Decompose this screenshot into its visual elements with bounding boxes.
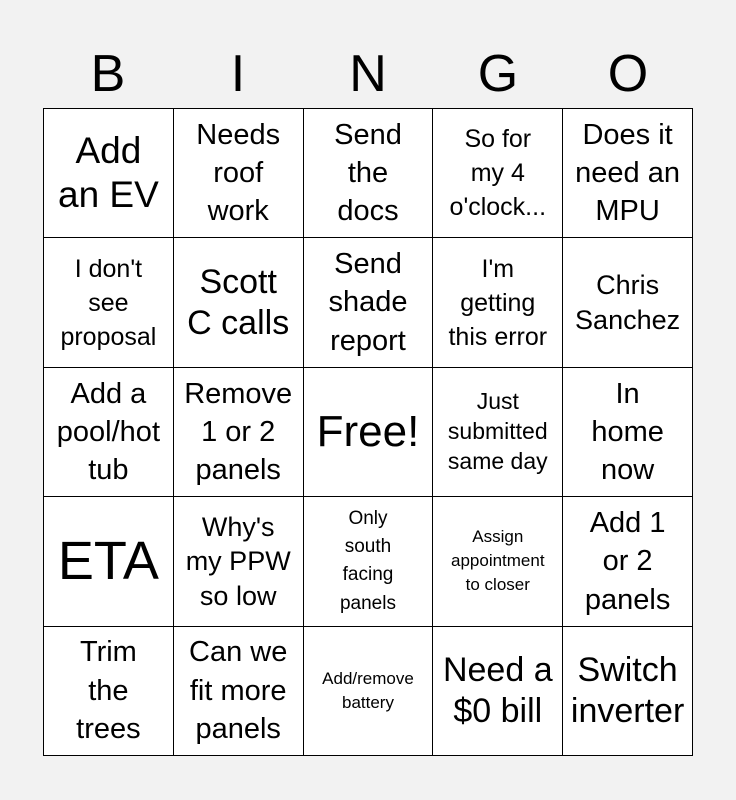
bingo-cell[interactable] (433, 368, 563, 497)
bingo-cell[interactable] (44, 497, 174, 626)
bingo-card-grid (43, 108, 693, 756)
bingo-cell-text: Add/remove battery (322, 668, 414, 712)
bingo-cell-text: Assign appointment to closer (451, 527, 545, 595)
bingo-cell[interactable] (304, 497, 434, 626)
header-letter-o: O (607, 45, 649, 103)
bingo-cell[interactable] (563, 368, 693, 497)
bingo-cell[interactable] (44, 109, 174, 238)
bingo-cell-text: Chris Sanchez (575, 270, 681, 335)
bingo-cell[interactable] (433, 109, 563, 238)
bingo-cell-text: Trim the trees (76, 636, 141, 745)
bingo-cell[interactable] (174, 497, 304, 626)
header-letter-i: I (230, 45, 246, 103)
bingo-cell-text: Needs roof work (196, 118, 281, 228)
bingo-cell[interactable] (304, 368, 434, 497)
bingo-cell[interactable] (174, 368, 304, 497)
bingo-cell[interactable] (563, 497, 693, 626)
header-letter-n: N (349, 45, 387, 103)
bingo-cell[interactable] (174, 109, 304, 238)
bingo-cell-text: Remove 1 or 2 panels (184, 377, 293, 487)
bingo-cell[interactable] (304, 109, 434, 238)
bingo-cell[interactable] (563, 627, 693, 756)
bingo-cell[interactable] (433, 497, 563, 626)
bingo-cell-text: Send the docs (334, 118, 402, 228)
header-letter-g: G (477, 45, 519, 103)
bingo-cell-text: Does it need an MPU (575, 118, 680, 228)
bingo-cell[interactable] (563, 238, 693, 367)
bingo-cell-text: Just submitted same day (447, 388, 548, 474)
bingo-cell-text: Can we fit more panels (189, 636, 288, 745)
bingo-cell-text: In home now (591, 377, 664, 487)
bingo-cell-text: ETA (57, 530, 159, 591)
bingo-cell[interactable] (44, 238, 174, 367)
bingo-cell-text: Only south facing panels (339, 508, 396, 614)
bingo-cell-text: I don't see proposal (60, 254, 157, 351)
bingo-cell[interactable] (174, 627, 304, 756)
bingo-cell-text: Add a pool/hot tub (56, 377, 160, 487)
bingo-cell[interactable] (563, 109, 693, 238)
bingo-cell-text: Add an EV (58, 129, 159, 216)
header-letter-b: B (90, 45, 126, 103)
bingo-cell-text: So for my 4 o'clock... (449, 125, 547, 222)
bingo-cell-text: I'm getting this error (448, 254, 548, 351)
bingo-cell[interactable] (433, 238, 563, 367)
bingo-cell-text: Free! (316, 406, 420, 456)
bingo-header (43, 40, 693, 108)
bingo-cell[interactable] (304, 238, 434, 367)
bingo-cell-text: Why's my PPW so low (185, 511, 291, 611)
bingo-cell[interactable] (44, 627, 174, 756)
bingo-cell-text: Scott C calls (187, 262, 290, 342)
bingo-cell[interactable] (433, 627, 563, 756)
bingo-cell[interactable] (44, 368, 174, 497)
bingo-cell[interactable] (304, 627, 434, 756)
bingo-cell[interactable] (174, 238, 304, 367)
bingo-cell-text: Switch inverter (570, 650, 685, 730)
bingo-cell-text: Send shade report (328, 248, 408, 357)
bingo-cell-text: Add 1 or 2 panels (584, 506, 671, 616)
bingo-cell-text: Need a $0 bill (442, 650, 553, 730)
